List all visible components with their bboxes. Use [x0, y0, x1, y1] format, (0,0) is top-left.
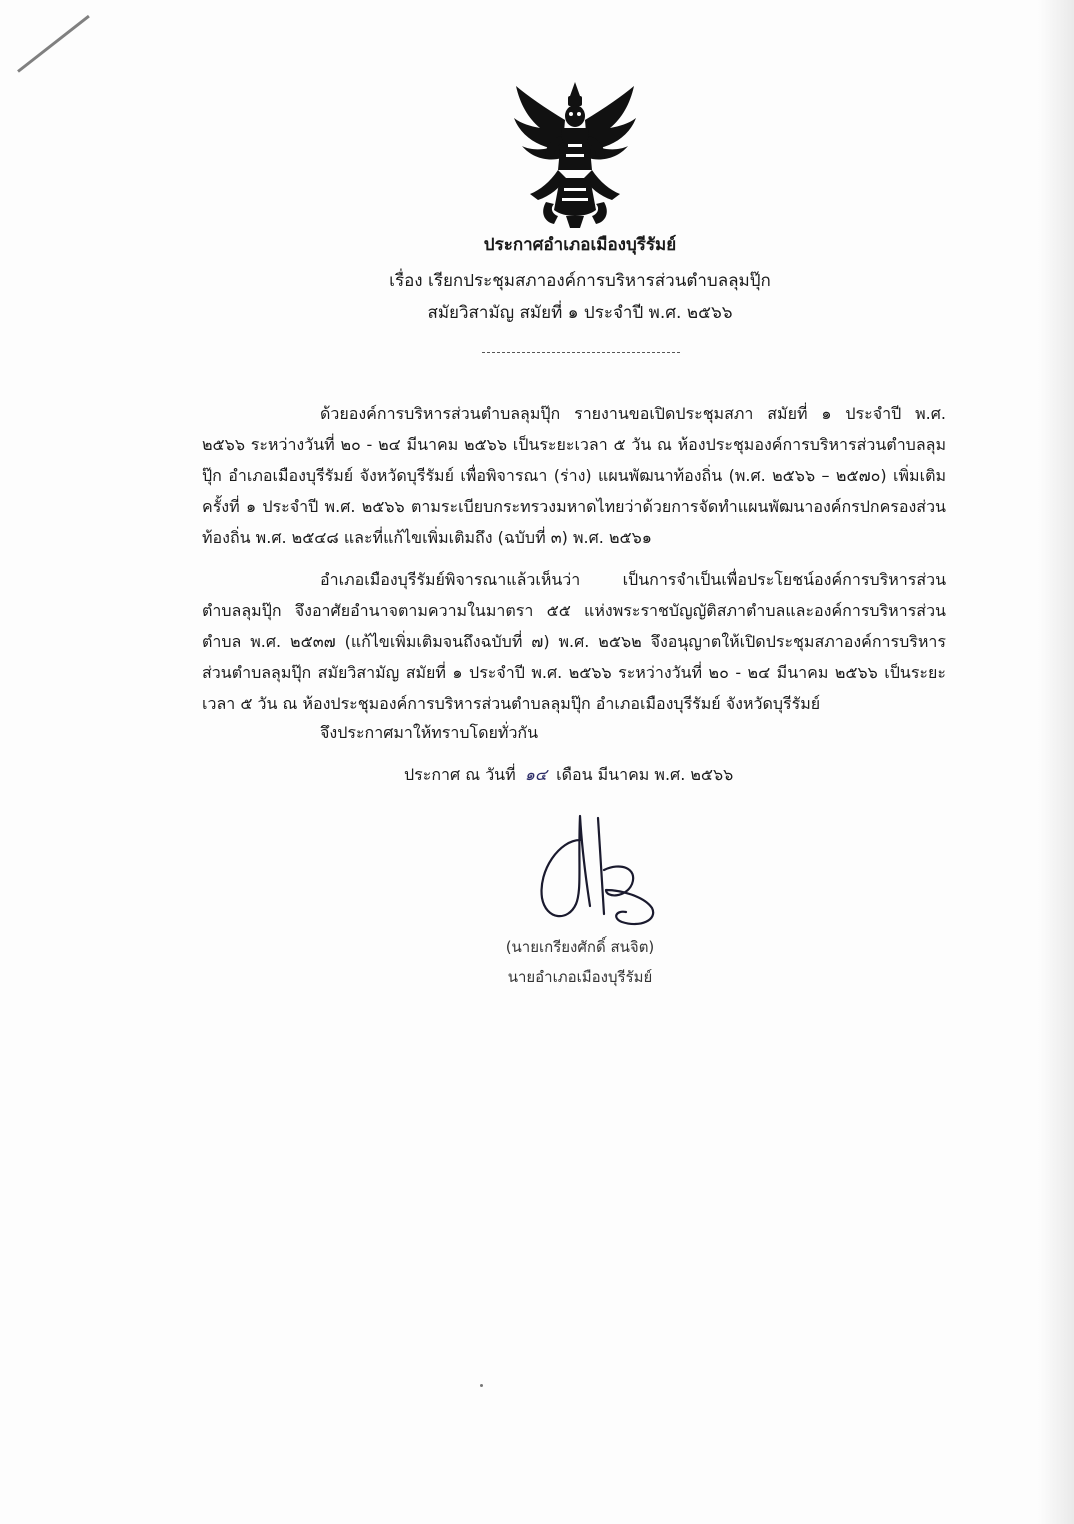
pen-mark [17, 15, 90, 73]
closing-line: จึงประกาศมาให้ทราบโดยทั่วกัน [320, 723, 539, 742]
garuda-emblem-icon [510, 78, 640, 228]
document-session: สมัยวิสามัญ สมัยที่ ๑ ประจำปี พ.ศ. ๒๕๖๖ [427, 303, 733, 323]
paper-speck [480, 1384, 483, 1387]
paragraph-request: ด้วยองค์การบริหารส่วนตำบลลุมปุ๊ก รายงานขอเปิดประชุมสภา สมัยที่ ๑ ประจำปี พ.ศ. ๒๕๖๖ ระหว่างวันที่ ๒๐ - ๒๔ มีนาคม ๒๕๖๖ เป็นระยะเวลา ๕ วัน ณ ห้องประชุมองค์การบริหารส่วนตำบลลุมปุ๊ก อำเภอเมืองบุรีรัมย์ จังหวัดบุรีรัมย์ เพื่อพิจารณา (ร่าง) แผนพัฒนาท้องถิ่น (พ.ศ. ๒๕๖๖ – ๒๕๗๐) เพิ่มเติม ครั้งที่ ๑ ประจำปี พ.ศ. ๒๕๖๖ ตามระเบียบกระทรวงมหาดไทยว่าด้วยการจัดทำแผนพัฒนาองค์กรปกครองส่วนท้องถิ่น พ.ศ. ๒๕๔๘ และที่แก้ไขเพิ่มเติมถึง (ฉบับที่ ๓) พ.ศ. ๒๕๖๑ [202, 404, 946, 547]
document-subject: เรื่อง เรียกประชุมสภาองค์การบริหารส่วนตำบลลุมปุ๊ก [389, 271, 771, 291]
date-suffix: เดือน มีนาคม พ.ศ. ๒๕๖๖ [556, 765, 734, 784]
heading-divider [482, 352, 680, 353]
document-title: ประกาศอำเภอเมืองบุรีรัมย์ [483, 235, 677, 255]
signer-title: นายอำเภอเมืองบุรีรัมย์ [507, 968, 653, 986]
date-prefix: ประกาศ ณ วันที่ [404, 765, 516, 784]
handwritten-signature [520, 810, 670, 930]
paragraph-decision: อำเภอเมืองบุรีรัมย์พิจารณาแล้วเห็นว่า เป็นการจำเป็นเพื่อประโยชน์องค์การบริหารส่วนตำบลลุมปุ๊ก จึงอาศัยอำนาจตามความในมาตรา ๕๕ แห่งพระราชบัญญัติสภาตำบลและองค์การบริหารส่วนตำบล พ.ศ. ๒๕๓๗ (แก้ไขเพิ่มเติมจนถึงฉบับที่ ๗) พ.ศ. ๒๕๖๒ จึงอนุญาตให้เปิดประชุมสภาองค์การบริหารส่วนตำบลลุมปุ๊ก สมัยวิสามัญ สมัยที่ ๑ ประจำปี พ.ศ. ๒๕๖๖ ระหว่างวันที่ ๒๐ - ๒๔ มีนาคม ๒๕๖๖ เป็นระยะเวลา ๕ วัน ณ ห้องประชุมองค์การบริหารส่วนตำบลลุมปุ๊ก อำเภอเมืองบุรีรัมย์ จังหวัดบุรีรัมย์ [202, 570, 946, 713]
signer-name: (นายเกรียงศักดิ์ สนจิต) [505, 938, 655, 956]
date-day-handwritten: ๑๔ [524, 765, 548, 784]
announcement-date [404, 762, 733, 788]
page-edge-shadow [1038, 0, 1074, 1524]
